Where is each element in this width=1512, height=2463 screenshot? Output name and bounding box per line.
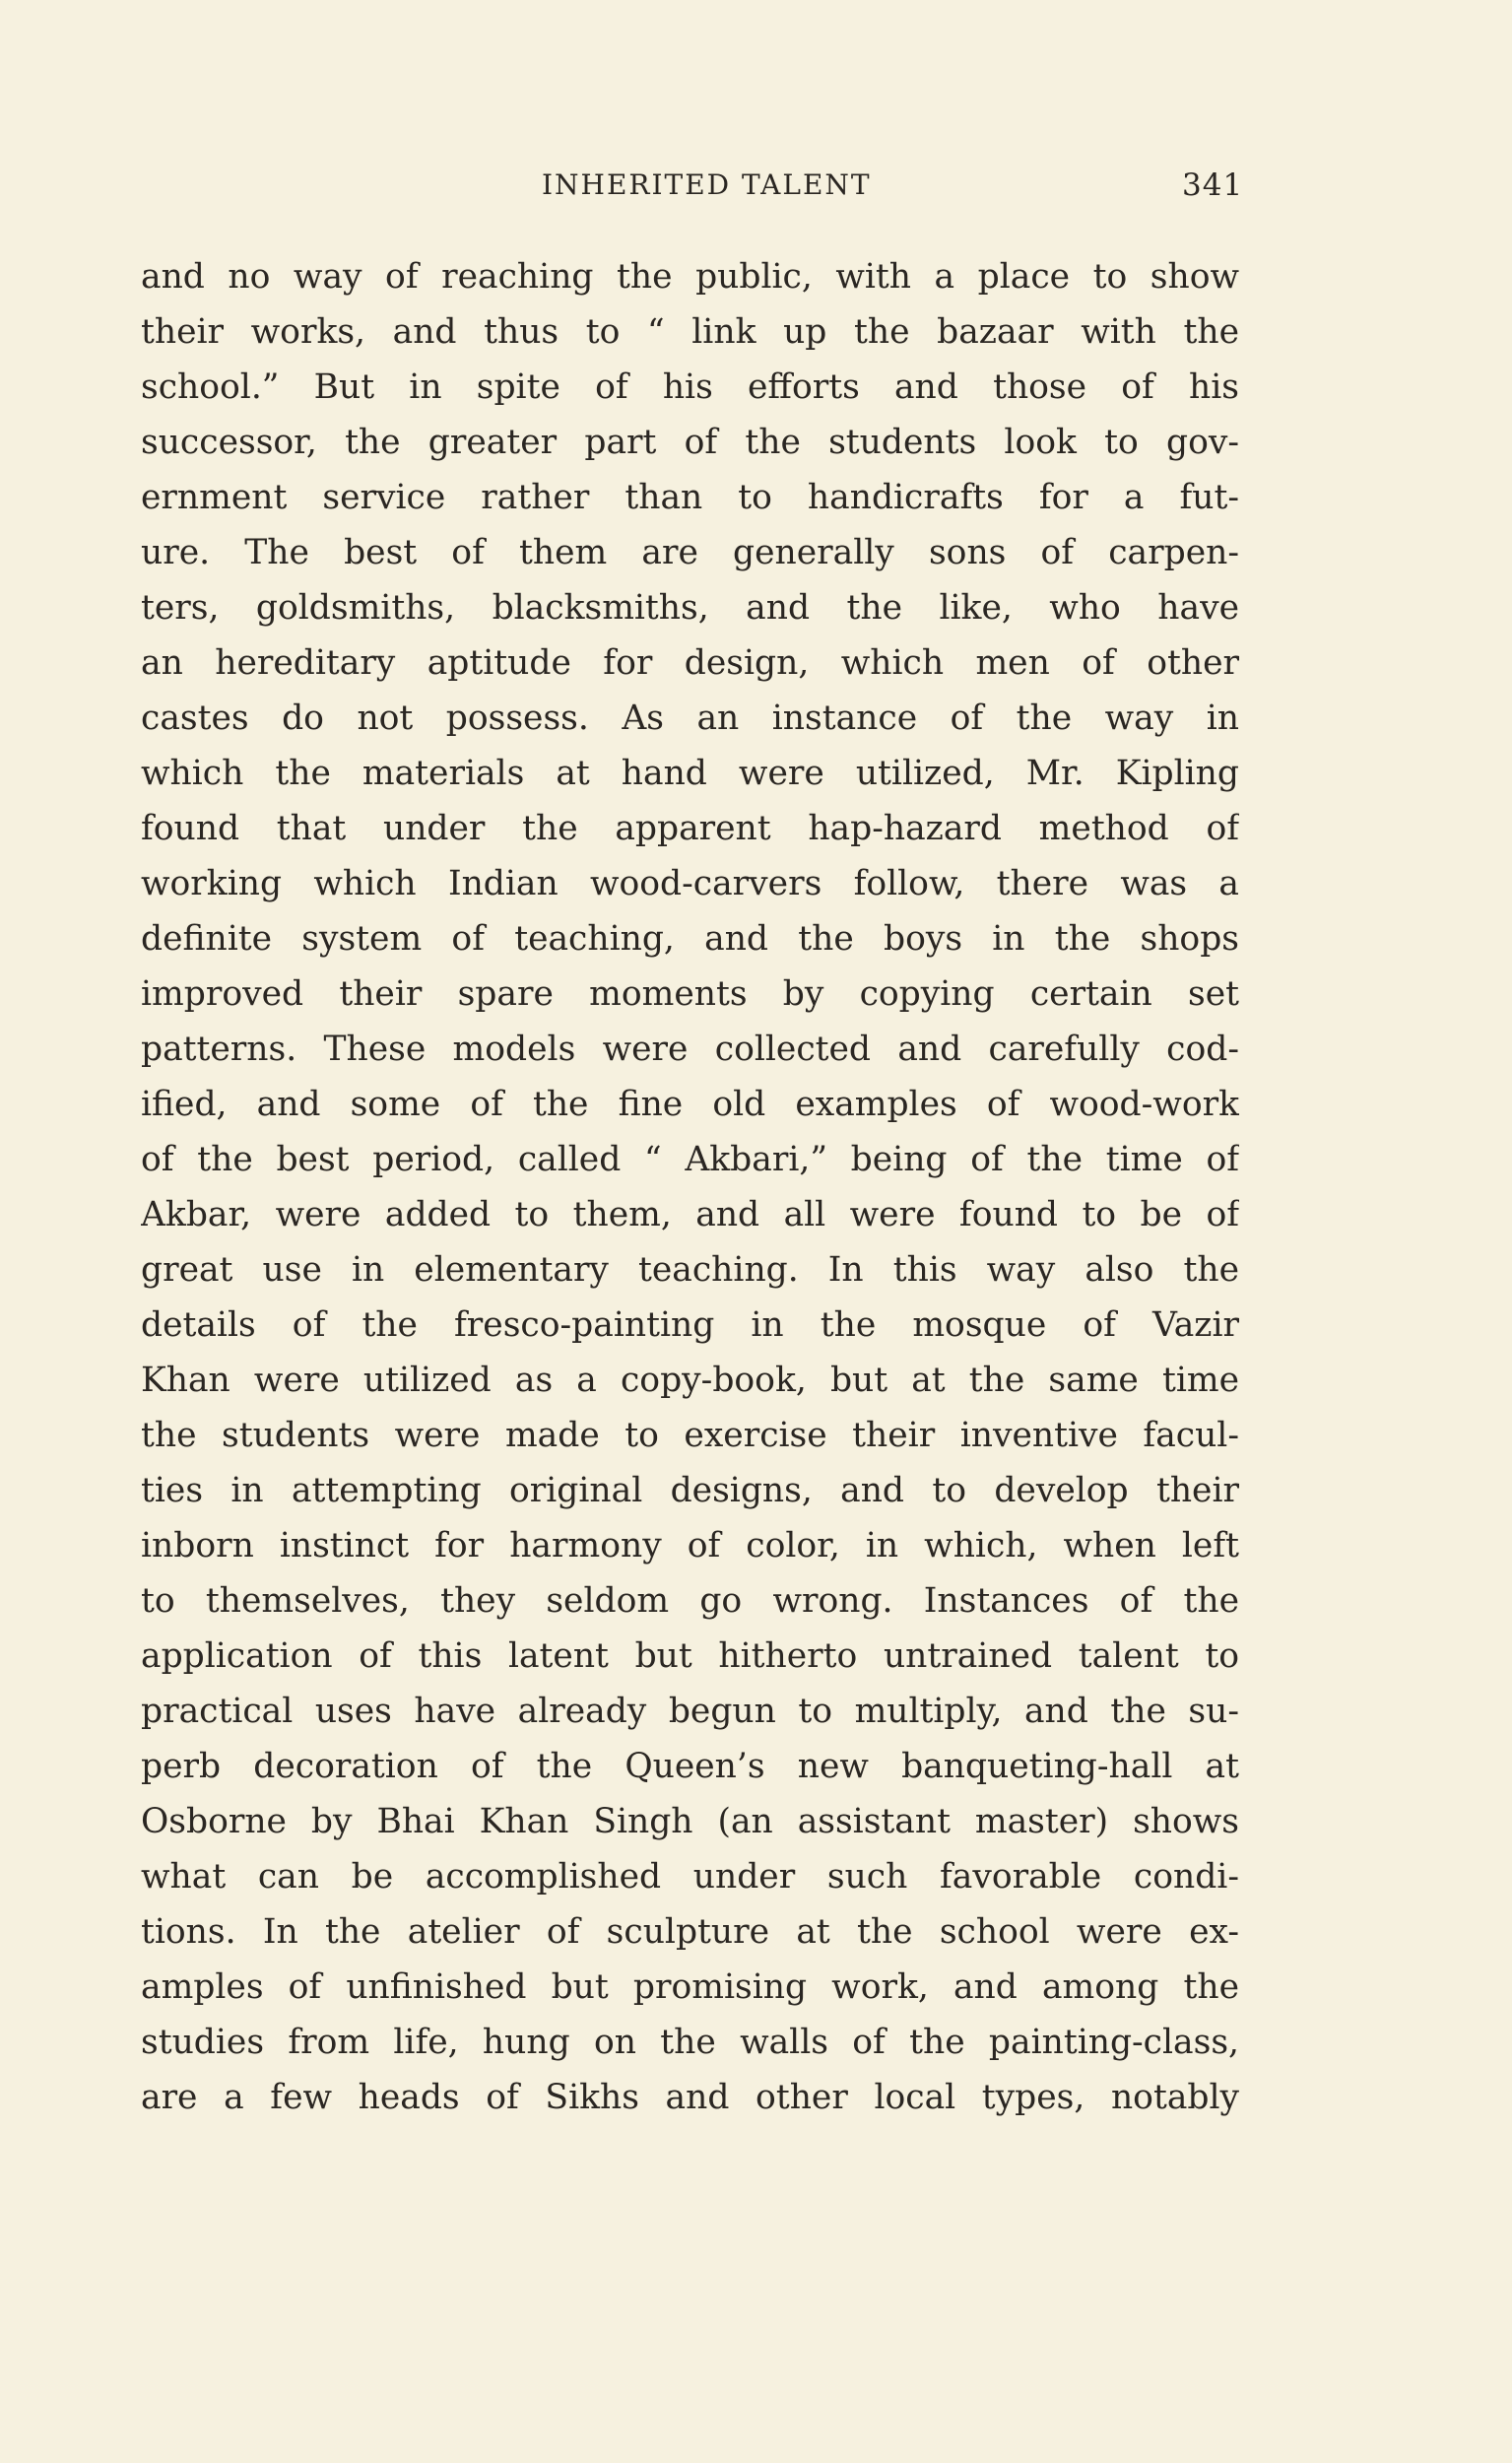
text-line: Khan were utilized as a copy-book, but at the same time xyxy=(141,1361,1239,1400)
text-line: to themselves, they seldom go wrong. Instances of the xyxy=(141,1581,1239,1621)
text-line: of the best period, called “ Akbari,” being of the time of xyxy=(141,1140,1239,1179)
text-line: tions. In the atelier of sculpture at the school were ex- xyxy=(141,1912,1239,1952)
running-title: INHERITED TALENT xyxy=(542,168,872,201)
text-line: amples of unfinished but promising work, and among the xyxy=(141,1967,1239,2007)
text-line: what can be accomplished under such favorable condi- xyxy=(141,1857,1239,1897)
text-line: studies from life, hung on the walls of the painting-class, xyxy=(141,2023,1239,2062)
text-line: ified, and some of the fine old examples of wood-work xyxy=(141,1085,1239,1124)
text-line: castes do not possess. As an instance of the way in xyxy=(141,699,1239,738)
text-line: ters, goldsmiths, blacksmiths, and the like, who have xyxy=(141,588,1239,628)
running-head xyxy=(0,166,1512,205)
text-line: ties in attempting original designs, and to develop their xyxy=(141,1471,1239,1510)
text-line: perb decoration of the Queen’s new banqueting-hall at xyxy=(141,1747,1239,1786)
text-line: which the materials at hand were utilized, Mr. Kipling xyxy=(141,754,1239,793)
text-line: Osborne by Bhai Khan Singh (an assistant master) shows xyxy=(141,1802,1239,1841)
text-line: details of the fresco-painting in the mosque of Vazir xyxy=(141,1305,1239,1345)
text-line: inborn instinct for harmony of color, in which, when left xyxy=(141,1526,1239,1565)
text-line: working which Indian wood-carvers follow, there was a xyxy=(141,864,1239,903)
text-line: ure. The best of them are generally sons of carpen- xyxy=(141,533,1239,572)
text-line: great use in elementary teaching. In this way also the xyxy=(141,1250,1239,1290)
text-line: patterns. These models were collected and carefully cod- xyxy=(141,1030,1239,1069)
text-line: their works, and thus to “ link up the bazaar with the xyxy=(141,312,1239,352)
text-line: application of this latent but hitherto untrained talent to xyxy=(141,1636,1239,1676)
text-line: ernment service rather than to handicrafts for a fut- xyxy=(141,478,1239,517)
page-number: 341 xyxy=(1182,167,1244,203)
text-line: an hereditary aptitude for design, which men of other xyxy=(141,643,1239,683)
text-line: found that under the apparent hap-hazard method of xyxy=(141,809,1239,848)
text-line: Akbar, were added to them, and all were found to be of xyxy=(141,1195,1239,1234)
text-line: definite system of teaching, and the boys in the shops xyxy=(141,919,1239,959)
text-line: improved their spare moments by copying certain set xyxy=(141,974,1239,1014)
text-line: the students were made to exercise their inventive facul- xyxy=(141,1416,1239,1455)
text-line: school.” But in spite of his efforts and those of his xyxy=(141,367,1239,407)
body-text xyxy=(141,249,1239,2125)
text-line: successor, the greater part of the students look to gov- xyxy=(141,423,1239,462)
text-line: practical uses have already begun to multiply, and the su- xyxy=(141,1692,1239,1731)
text-line: and no way of reaching the public, with a place to show xyxy=(141,257,1239,297)
text-line: are a few heads of Sikhs and other local types, notably xyxy=(141,2078,1239,2117)
